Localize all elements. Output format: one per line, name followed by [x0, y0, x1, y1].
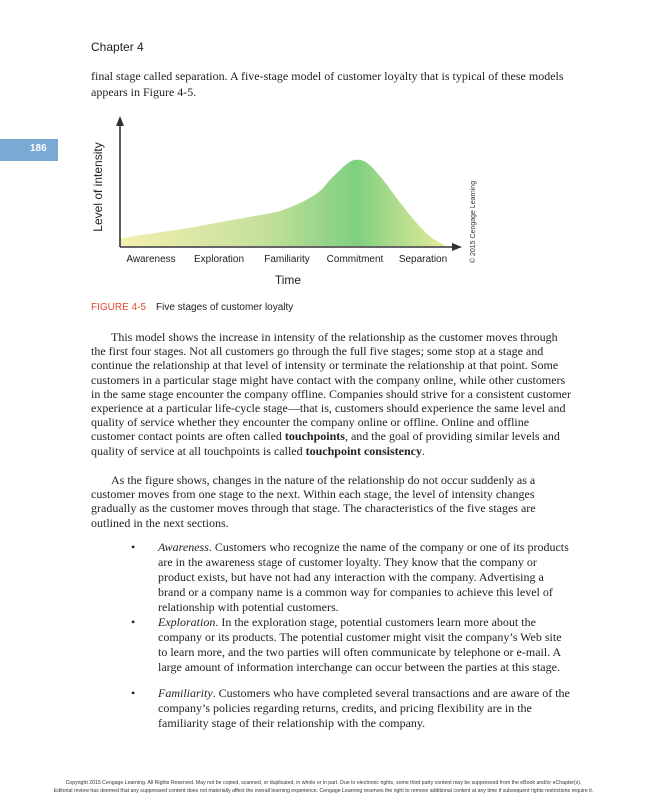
list-item: [131, 615, 571, 675]
para-text: This model shows the increase in intensity of the relationship as the customer moves through the first four stages. Not all customers go through the full five stages; some stop at a stage and continue the relationship at that level of intensity or terminate the relationship at that point. Some customers in a particular stage might have contact with the company online, while other customers in the same stage encounter the company offline. Companies should strive for a consistent customer experience at a particular life-cycle stage—that is, customers should experience the same level and quality of service whether they encounter the company online or offline. Online and offline customer contact points are often called: [91, 330, 571, 444]
list-item: [131, 540, 571, 615]
body-paragraph-2: [91, 473, 571, 530]
stage-text: . In the exploration stage, potential customers learn more about the company or its products. The potential customer might visit the company’s Web site to learn more, and the two parties will often communicate by telephone or e-mail. A large amount of information interchange can occur between the parties at this stage.: [158, 615, 562, 675]
x-tick-label: Separation: [398, 254, 448, 265]
footer-line-2: Editorial review has deemed that any suppressed content does not materially affect the overall learning experience. Cengage Learning reserves the right to remove additional content at any time if subsequent rights restrictions require it.: [53, 788, 594, 794]
figure-caption: [91, 302, 293, 313]
y-axis-arrow-icon: [116, 116, 124, 126]
loyalty-chart: [88, 112, 488, 297]
page-number: 186: [30, 143, 47, 154]
term-touchpoint-consistency: touchpoint consistency: [305, 443, 422, 458]
stage-term: Familiarity: [158, 686, 213, 700]
figure-copyright: © 2015 Cengage Learning: [470, 180, 477, 264]
figure-label: FIGURE 4-5: [91, 302, 147, 313]
stage-term: Exploration: [158, 615, 216, 629]
list-item: [131, 686, 571, 731]
body-paragraph-1: [91, 330, 571, 458]
y-axis-label: Level of intensity: [91, 142, 105, 232]
x-axis-arrow-icon: [452, 243, 462, 251]
figure-title: Five stages of customer loyalty: [156, 302, 294, 313]
stage-term: Awareness: [158, 540, 209, 554]
intro-text: final stage called separation. A five-stage model of customer loyalty that is typical of these models appears in Figure 4-5.: [91, 69, 564, 99]
stage-text: . Customers who have completed several transactions and are aware of the company’s policies regarding returns, credits, and pricing flexibility are in the familiarity stage of their relationship with the company.: [158, 686, 570, 731]
stage-list: [131, 540, 571, 615]
x-tick-label: Commitment: [326, 254, 384, 265]
stage-list: [131, 615, 571, 675]
bullet-icon: •: [131, 615, 136, 629]
footer-line-1: Copyright 2015 Cengage Learning. All Rights Reserved. May not be copied, scanned, or duplicated, in whole or in part. Due to electronic rights, some third party content may be suppressed from the eBook and/or eChapter(s).: [65, 780, 582, 786]
copyright-footer: [0, 779, 647, 795]
stage-list: [131, 686, 571, 731]
stage-text: . Customers who recognize the name of the company or one of its products are in the awareness stage of customer loyalty. They know that the company or product exists, but have not had any interaction with the company. Advertising a brand or a company name is a common way for companies to achieve this level of relationship with potential customers.: [158, 540, 569, 615]
loyalty-intensity-area: [121, 160, 446, 246]
x-tick-label: Familiarity: [264, 254, 310, 265]
para-text: As the figure shows, changes in the nature of the relationship do not occur suddenly as a customer moves from one stage to the next. Within each stage, the level of intensity changes gradually as the customer moves through that stage. The characteristics of the five stages are outlined in the next sections.: [91, 473, 536, 530]
page-number-tab: [0, 139, 58, 161]
para-text: , and the goal of providing similar levels and quality of service at all touchpoints is called: [91, 429, 560, 458]
x-axis-label: Time: [274, 273, 302, 287]
bullet-icon: •: [131, 686, 136, 700]
x-tick-label: Exploration: [193, 254, 245, 265]
para-text: .: [421, 443, 425, 458]
bullet-icon: •: [131, 540, 136, 554]
term-touchpoints: touchpoints: [284, 429, 345, 444]
figure-4-5: [88, 112, 488, 302]
chapter-header: Chapter 4: [91, 40, 144, 54]
x-tick-label: Awareness: [126, 254, 176, 265]
